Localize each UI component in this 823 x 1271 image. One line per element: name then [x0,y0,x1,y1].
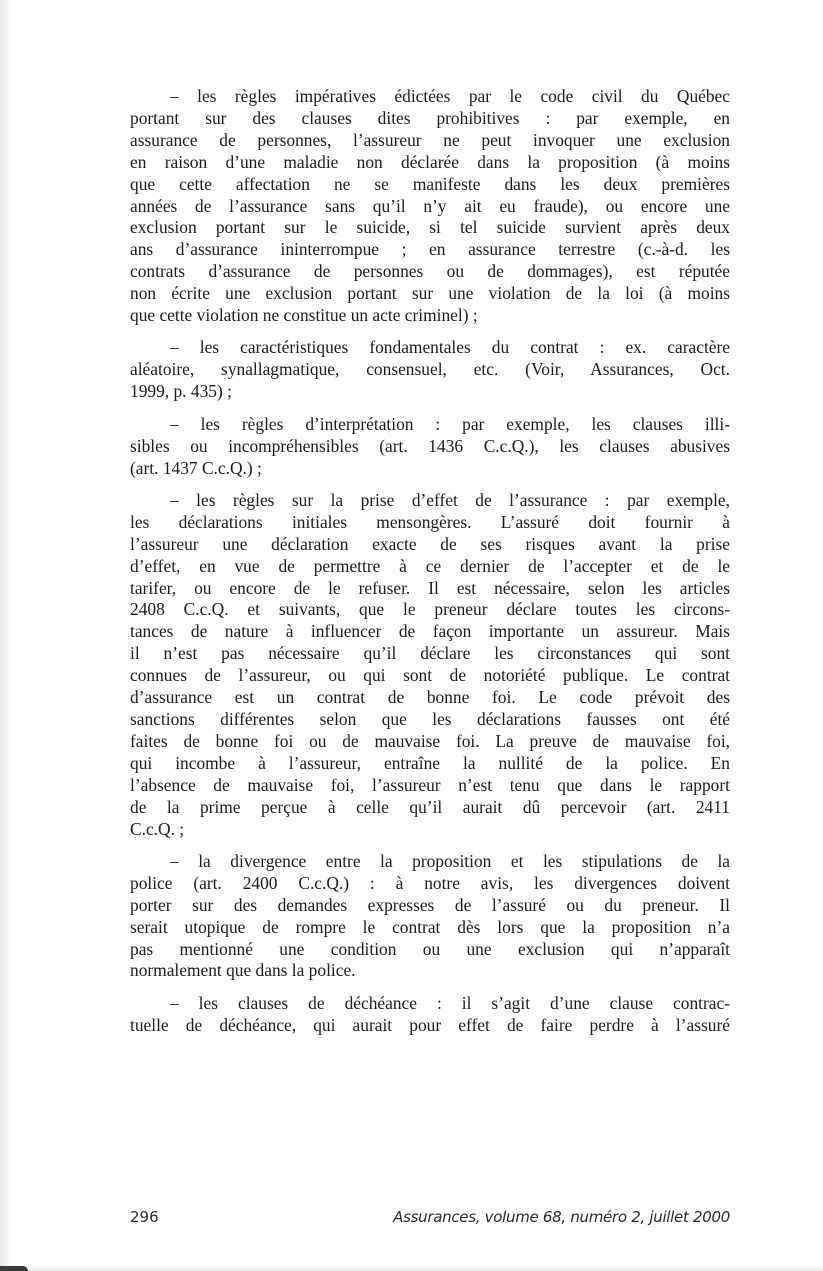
paragraph [130,490,730,841]
text-line: en raison d’une maladie non déclarée dans la proposition (à moins [130,151,730,172]
text-line: d’assurance est un contrat de bonne foi. Le code prévoit des [130,687,730,708]
text-line: portant sur des clauses dites prohibitives : par exemple, en [130,107,730,128]
text-line: qui incombe à l’assureur, entraîne la nullité de la police. En [130,752,730,773]
text-line: exclusion portant sur le suicide, si tel suicide survient après deux [130,217,730,238]
text-line: faites de bonne foi ou de mauvaise foi. La preuve de mauvaise foi, [130,730,730,751]
paragraph [130,851,730,982]
paragraph [130,993,730,1037]
text-line: 1999, p. 435) ; [130,381,232,402]
text-line: serait utopique de rompre le contrat dès lors que la proposition n’a [130,916,730,937]
text-line: sanctions différentes selon que les déclarations fausses ont été [130,708,730,729]
paragraph [130,414,730,480]
page-edge-shadow [0,0,12,1271]
journal-reference: Assurances, volume 68, numéro 2, juillet 2000 [393,1208,730,1226]
text-line: que cette violation ne constitue un acte criminel) ; [130,305,478,326]
text-line: années de l’assurance sans qu’il n’y ait eu fraude), ou encore une [130,195,730,216]
text-line: – les règles impératives édictées par le code civil du Québec [170,86,730,106]
page-bottom-shadow [0,1266,823,1271]
text-line: il n’est pas nécessaire qu’il déclare les circonstances qui sont [130,643,730,664]
text-line: que cette affectation ne se manifeste dans les deux premières [130,173,730,194]
text-line: – les clauses de déchéance : il s’agit d’une clause contrac- [170,992,730,1013]
body-text [130,86,730,1047]
text-line: l’absence de mauvaise foi, l’assureur n’est tenu que dans le rapport [130,774,730,795]
text-line: – les règles d’interprétation : par exemple, les clauses illi- [170,413,730,434]
text-line: police (art. 2400 C.c.Q.) : à notre avis, les divergences doivent [130,872,730,893]
text-line: normalement que dans la police. [130,960,356,981]
text-line: aléatoire, synallagmatique, consensuel, etc. (Voir, Assurances, Oct. [130,359,730,380]
text-line: d’effet, en vue de permettre à ce dernier de l’accepter et de le [130,555,730,576]
text-line: contrats d’assurance de personnes ou de dommages), est réputée [130,261,730,282]
scan-corner-artifact [0,1266,28,1271]
text-line: ans d’assurance ininterrompue ; en assurance terrestre (c.-à-d. les [130,239,730,260]
text-line: tances de nature à influencer de façon importante un assureur. Mais [130,621,730,642]
text-line: les déclarations initiales mensongères. L’assuré doit fournir à [130,511,730,532]
text-line: (art. 1437 C.c.Q.) ; [130,457,262,478]
text-line: – les caractéristiques fondamentales du contrat : ex. caractère [170,337,730,358]
text-line: tarifer, ou encore de le refuser. Il est nécessaire, selon les articles [130,577,730,598]
paragraph [130,337,730,403]
text-line: de la prime perçue à celle qu’il aurait dû percevoir (art. 2411 [130,796,730,817]
text-line: sibles ou incompréhensibles (art. 1436 C.c.Q.), les clauses abusives [130,435,730,456]
text-line: porter sur des demandes expresses de l’assuré ou du preneur. Il [130,894,730,915]
text-line: C.c.Q. ; [130,818,185,839]
text-line: pas mentionné une condition ou une exclusion qui n’apparaît [130,938,730,959]
text-line: assurance de personnes, l’assureur ne peut invoquer une exclusion [130,129,730,150]
paragraph [130,86,730,327]
text-line: 2408 C.c.Q. et suivants, que le preneur déclare toutes les circons- [130,599,730,620]
text-line: non écrite une exclusion portant sur une violation de la loi (à moins [130,283,730,304]
text-line: – les règles sur la prise d’effet de l’assurance : par exemple, [170,489,730,510]
text-line: connues de l’assureur, ou qui sont de notoriété publique. Le contrat [130,665,730,686]
text-line: l’assureur une déclaration exacte de ses risques avant la prise [130,533,730,554]
text-line: tuelle de déchéance, qui aurait pour effet de faire perdre à l’assuré [130,1014,730,1035]
text-line: – la divergence entre la proposition et les stipulations de la [170,850,730,871]
page-footer [130,1208,730,1228]
page-number: 296 [130,1208,159,1226]
